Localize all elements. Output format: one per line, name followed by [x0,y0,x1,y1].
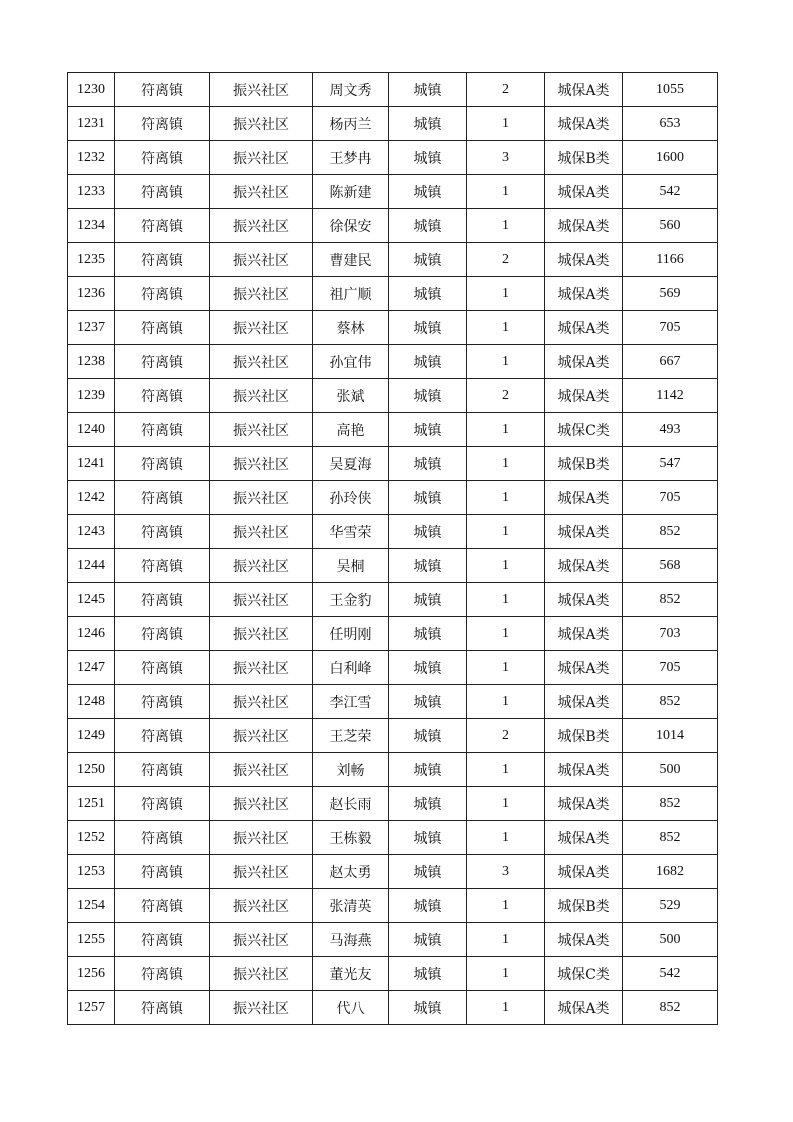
row-number-cell: 1252 [68,821,115,855]
name-cell: 代八 [313,991,389,1025]
community-cell: 振兴社区 [210,957,313,991]
town-cell: 符离镇 [115,481,210,515]
household-type-cell: 城镇 [389,515,467,549]
name-cell: 马海燕 [313,923,389,957]
town-cell: 符离镇 [115,923,210,957]
row-number-cell: 1242 [68,481,115,515]
name-cell: 吴夏海 [313,447,389,481]
category-cell: 城保A类 [545,685,623,719]
roster-body [68,73,718,1025]
amount-cell: 852 [623,515,718,549]
row-number-cell: 1231 [68,107,115,141]
household-type-cell: 城镇 [389,855,467,889]
category-cell: 城保A类 [545,481,623,515]
community-cell: 振兴社区 [210,141,313,175]
name-cell: 高艳 [313,413,389,447]
persons-cell: 2 [467,73,545,107]
amount-cell: 653 [623,107,718,141]
table-row [68,583,718,617]
amount-cell: 1014 [623,719,718,753]
table-row [68,957,718,991]
town-cell: 符离镇 [115,889,210,923]
row-number-cell: 1250 [68,753,115,787]
household-type-cell: 城镇 [389,685,467,719]
amount-cell: 852 [623,787,718,821]
household-type-cell: 城镇 [389,243,467,277]
table-row [68,719,718,753]
roster-table [67,72,718,1025]
name-cell: 祖广顺 [313,277,389,311]
table-row [68,107,718,141]
table-row [68,311,718,345]
name-cell: 白利峰 [313,651,389,685]
amount-cell: 1055 [623,73,718,107]
community-cell: 振兴社区 [210,787,313,821]
community-cell: 振兴社区 [210,753,313,787]
category-cell: 城保C类 [545,413,623,447]
row-number-cell: 1238 [68,345,115,379]
table-row [68,413,718,447]
row-number-cell: 1236 [68,277,115,311]
row-number-cell: 1230 [68,73,115,107]
persons-cell: 2 [467,379,545,413]
table-row [68,379,718,413]
persons-cell: 1 [467,345,545,379]
row-number-cell: 1255 [68,923,115,957]
community-cell: 振兴社区 [210,515,313,549]
community-cell: 振兴社区 [210,107,313,141]
row-number-cell: 1240 [68,413,115,447]
name-cell: 刘畅 [313,753,389,787]
row-number-cell: 1248 [68,685,115,719]
row-number-cell: 1244 [68,549,115,583]
category-cell: 城保A类 [545,787,623,821]
town-cell: 符离镇 [115,345,210,379]
household-type-cell: 城镇 [389,141,467,175]
persons-cell: 1 [467,991,545,1025]
category-cell: 城保A类 [545,549,623,583]
row-number-cell: 1251 [68,787,115,821]
table-row [68,243,718,277]
household-type-cell: 城镇 [389,481,467,515]
persons-cell: 1 [467,923,545,957]
community-cell: 振兴社区 [210,583,313,617]
persons-cell: 1 [467,685,545,719]
amount-cell: 852 [623,685,718,719]
row-number-cell: 1243 [68,515,115,549]
table-row [68,753,718,787]
household-type-cell: 城镇 [389,651,467,685]
persons-cell: 1 [467,549,545,583]
row-number-cell: 1254 [68,889,115,923]
name-cell: 吴桐 [313,549,389,583]
amount-cell: 547 [623,447,718,481]
table-row [68,175,718,209]
name-cell: 周文秀 [313,73,389,107]
household-type-cell: 城镇 [389,447,467,481]
community-cell: 振兴社区 [210,719,313,753]
table-row [68,651,718,685]
table-row [68,141,718,175]
household-type-cell: 城镇 [389,345,467,379]
persons-cell: 1 [467,957,545,991]
amount-cell: 500 [623,923,718,957]
amount-cell: 705 [623,311,718,345]
table-row [68,617,718,651]
persons-cell: 1 [467,107,545,141]
name-cell: 董光友 [313,957,389,991]
category-cell: 城保A类 [545,991,623,1025]
row-number-cell: 1233 [68,175,115,209]
persons-cell: 1 [467,413,545,447]
town-cell: 符离镇 [115,311,210,345]
household-type-cell: 城镇 [389,889,467,923]
row-number-cell: 1235 [68,243,115,277]
category-cell: 城保A类 [545,311,623,345]
persons-cell: 1 [467,277,545,311]
name-cell: 王芝荣 [313,719,389,753]
row-number-cell: 1237 [68,311,115,345]
category-cell: 城保A类 [545,379,623,413]
town-cell: 符离镇 [115,277,210,311]
persons-cell: 1 [467,311,545,345]
row-number-cell: 1245 [68,583,115,617]
household-type-cell: 城镇 [389,617,467,651]
table-row [68,481,718,515]
amount-cell: 1142 [623,379,718,413]
row-number-cell: 1249 [68,719,115,753]
name-cell: 李江雪 [313,685,389,719]
community-cell: 振兴社区 [210,651,313,685]
community-cell: 振兴社区 [210,889,313,923]
category-cell: 城保A类 [545,617,623,651]
town-cell: 符离镇 [115,141,210,175]
name-cell: 华雪荣 [313,515,389,549]
table-row [68,889,718,923]
table-row [68,991,718,1025]
row-number-cell: 1234 [68,209,115,243]
table-row [68,923,718,957]
category-cell: 城保A类 [545,345,623,379]
town-cell: 符离镇 [115,787,210,821]
town-cell: 符离镇 [115,413,210,447]
household-type-cell: 城镇 [389,73,467,107]
town-cell: 符离镇 [115,73,210,107]
town-cell: 符离镇 [115,821,210,855]
amount-cell: 852 [623,821,718,855]
category-cell: 城保A类 [545,107,623,141]
category-cell: 城保A类 [545,277,623,311]
name-cell: 赵长雨 [313,787,389,821]
name-cell: 杨丙兰 [313,107,389,141]
town-cell: 符离镇 [115,617,210,651]
persons-cell: 1 [467,175,545,209]
town-cell: 符离镇 [115,685,210,719]
row-number-cell: 1247 [68,651,115,685]
table-row [68,209,718,243]
town-cell: 符离镇 [115,957,210,991]
name-cell: 陈新建 [313,175,389,209]
community-cell: 振兴社区 [210,413,313,447]
table-row [68,787,718,821]
amount-cell: 542 [623,175,718,209]
town-cell: 符离镇 [115,209,210,243]
persons-cell: 3 [467,141,545,175]
category-cell: 城保A类 [545,515,623,549]
name-cell: 赵太勇 [313,855,389,889]
amount-cell: 568 [623,549,718,583]
amount-cell: 493 [623,413,718,447]
name-cell: 张斌 [313,379,389,413]
category-cell: 城保A类 [545,209,623,243]
household-type-cell: 城镇 [389,549,467,583]
category-cell: 城保A类 [545,243,623,277]
persons-cell: 1 [467,481,545,515]
table-row [68,345,718,379]
row-number-cell: 1246 [68,617,115,651]
amount-cell: 542 [623,957,718,991]
community-cell: 振兴社区 [210,345,313,379]
household-type-cell: 城镇 [389,277,467,311]
town-cell: 符离镇 [115,379,210,413]
category-cell: 城保A类 [545,651,623,685]
household-type-cell: 城镇 [389,719,467,753]
town-cell: 符离镇 [115,549,210,583]
name-cell: 蔡林 [313,311,389,345]
community-cell: 振兴社区 [210,991,313,1025]
category-cell: 城保B类 [545,889,623,923]
name-cell: 张清英 [313,889,389,923]
table-row [68,855,718,889]
household-type-cell: 城镇 [389,209,467,243]
table-row [68,73,718,107]
table-row [68,447,718,481]
persons-cell: 1 [467,651,545,685]
table-row [68,685,718,719]
household-type-cell: 城镇 [389,957,467,991]
table-row [68,515,718,549]
persons-cell: 1 [467,821,545,855]
community-cell: 振兴社区 [210,685,313,719]
community-cell: 振兴社区 [210,175,313,209]
town-cell: 符离镇 [115,447,210,481]
amount-cell: 667 [623,345,718,379]
household-type-cell: 城镇 [389,583,467,617]
persons-cell: 1 [467,209,545,243]
category-cell: 城保A类 [545,753,623,787]
town-cell: 符离镇 [115,107,210,141]
town-cell: 符离镇 [115,583,210,617]
category-cell: 城保A类 [545,73,623,107]
row-number-cell: 1257 [68,991,115,1025]
amount-cell: 703 [623,617,718,651]
household-type-cell: 城镇 [389,923,467,957]
persons-cell: 1 [467,889,545,923]
community-cell: 振兴社区 [210,311,313,345]
community-cell: 振兴社区 [210,73,313,107]
household-type-cell: 城镇 [389,413,467,447]
persons-cell: 1 [467,583,545,617]
amount-cell: 560 [623,209,718,243]
household-type-cell: 城镇 [389,379,467,413]
household-type-cell: 城镇 [389,787,467,821]
amount-cell: 852 [623,583,718,617]
community-cell: 振兴社区 [210,617,313,651]
town-cell: 符离镇 [115,243,210,277]
name-cell: 王栋毅 [313,821,389,855]
household-type-cell: 城镇 [389,753,467,787]
table-row [68,549,718,583]
town-cell: 符离镇 [115,515,210,549]
amount-cell: 705 [623,481,718,515]
town-cell: 符离镇 [115,651,210,685]
household-type-cell: 城镇 [389,107,467,141]
category-cell: 城保B类 [545,447,623,481]
row-number-cell: 1232 [68,141,115,175]
amount-cell: 1166 [623,243,718,277]
community-cell: 振兴社区 [210,821,313,855]
category-cell: 城保A类 [545,855,623,889]
persons-cell: 2 [467,719,545,753]
name-cell: 孙玲侠 [313,481,389,515]
category-cell: 城保C类 [545,957,623,991]
community-cell: 振兴社区 [210,243,313,277]
household-type-cell: 城镇 [389,175,467,209]
amount-cell: 705 [623,651,718,685]
community-cell: 振兴社区 [210,277,313,311]
persons-cell: 1 [467,787,545,821]
household-type-cell: 城镇 [389,821,467,855]
amount-cell: 529 [623,889,718,923]
town-cell: 符离镇 [115,175,210,209]
persons-cell: 1 [467,753,545,787]
category-cell: 城保B类 [545,141,623,175]
town-cell: 符离镇 [115,855,210,889]
amount-cell: 569 [623,277,718,311]
persons-cell: 3 [467,855,545,889]
name-cell: 任明刚 [313,617,389,651]
amount-cell: 852 [623,991,718,1025]
row-number-cell: 1239 [68,379,115,413]
name-cell: 王金豹 [313,583,389,617]
category-cell: 城保B类 [545,719,623,753]
persons-cell: 1 [467,617,545,651]
category-cell: 城保A类 [545,923,623,957]
community-cell: 振兴社区 [210,855,313,889]
name-cell: 徐保安 [313,209,389,243]
category-cell: 城保A类 [545,583,623,617]
household-type-cell: 城镇 [389,311,467,345]
row-number-cell: 1241 [68,447,115,481]
town-cell: 符离镇 [115,753,210,787]
persons-cell: 1 [467,447,545,481]
amount-cell: 500 [623,753,718,787]
community-cell: 振兴社区 [210,481,313,515]
table-row [68,821,718,855]
row-number-cell: 1253 [68,855,115,889]
name-cell: 王梦冉 [313,141,389,175]
town-cell: 符离镇 [115,719,210,753]
name-cell: 曹建民 [313,243,389,277]
community-cell: 振兴社区 [210,379,313,413]
community-cell: 振兴社区 [210,923,313,957]
persons-cell: 2 [467,243,545,277]
amount-cell: 1682 [623,855,718,889]
town-cell: 符离镇 [115,991,210,1025]
community-cell: 振兴社区 [210,549,313,583]
table-row [68,277,718,311]
name-cell: 孙宜伟 [313,345,389,379]
category-cell: 城保A类 [545,175,623,209]
amount-cell: 1600 [623,141,718,175]
persons-cell: 1 [467,515,545,549]
row-number-cell: 1256 [68,957,115,991]
community-cell: 振兴社区 [210,209,313,243]
category-cell: 城保A类 [545,821,623,855]
household-type-cell: 城镇 [389,991,467,1025]
community-cell: 振兴社区 [210,447,313,481]
